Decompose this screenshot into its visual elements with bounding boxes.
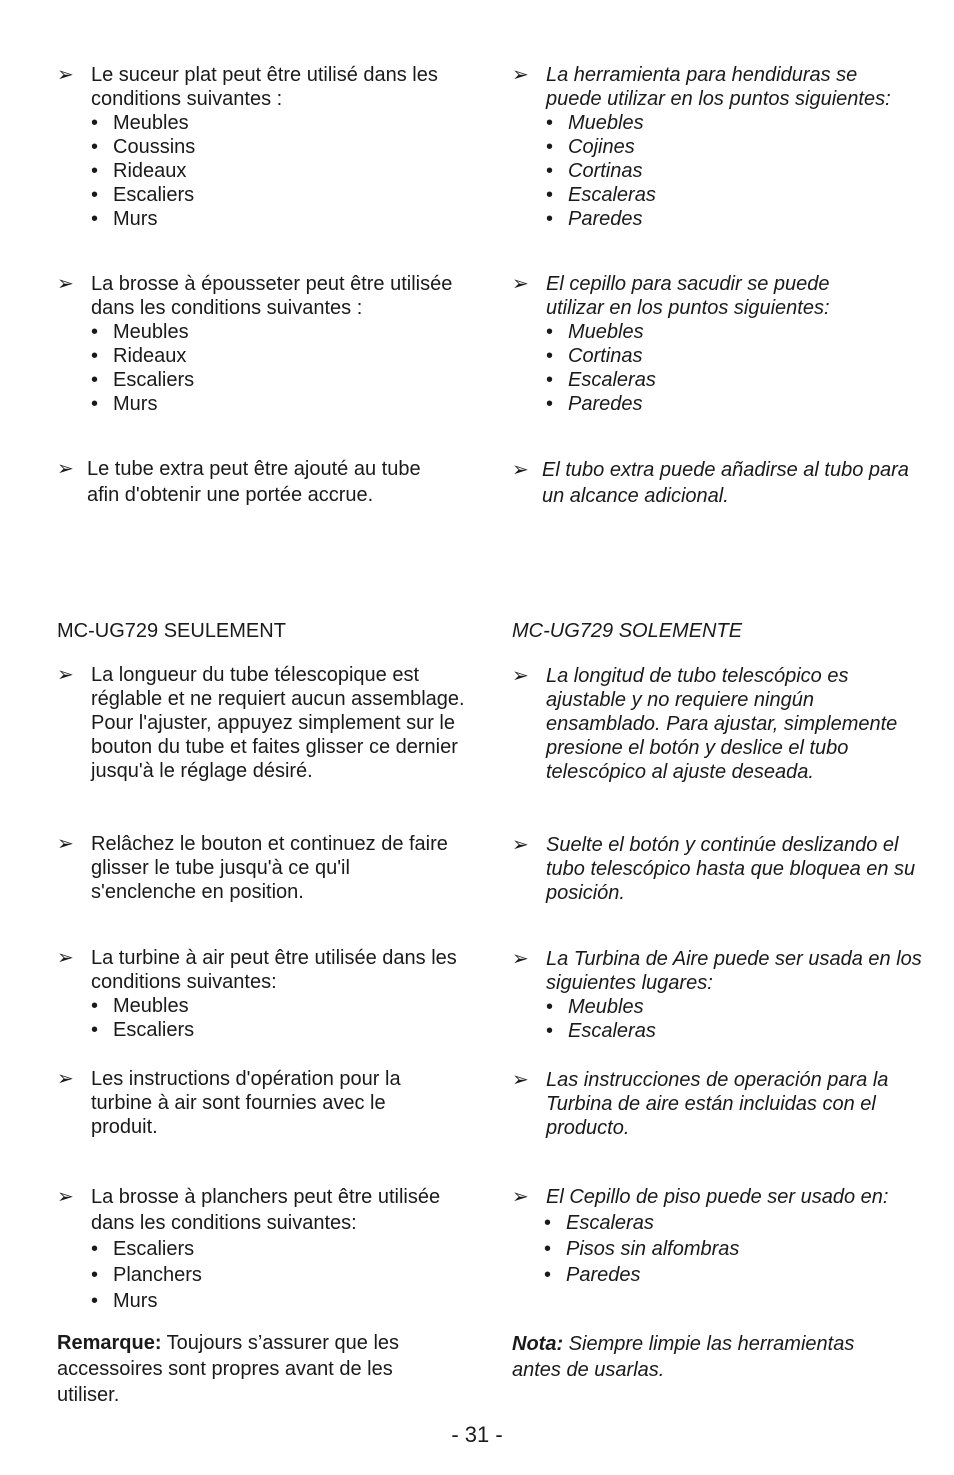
- list-item: • Escaliers: [91, 1018, 487, 1042]
- fr-flat-nozzle-text: Le suceur plat peut être utilisé dans les conditions suivantes :: [91, 64, 438, 110]
- es-air-turbine-list: [512, 995, 932, 1043]
- fr-flat-nozzle-list: [57, 111, 487, 231]
- fr-dusting-brush-item: [57, 272, 487, 320]
- list-item: • Paredes: [546, 392, 872, 416]
- es-release-section: [512, 833, 922, 905]
- arrow-icon: ➢: [512, 948, 529, 970]
- list-item: • Muebles: [546, 320, 872, 344]
- fr-flat-nozzle-item: [57, 63, 487, 111]
- list-item: • Escaleras: [546, 368, 872, 392]
- fr-dusting-brush-text: La brosse à épousseter peut être utilisée dans les conditions suivantes :: [91, 273, 453, 319]
- es-dusting-brush-list: [512, 320, 872, 416]
- list-item: • Murs: [91, 207, 487, 231]
- list-item: • Murs: [91, 392, 487, 416]
- fr-telescopic-section: [57, 663, 467, 783]
- list-item: • Cojines: [546, 135, 892, 159]
- es-crevice-tool-list: [512, 111, 892, 231]
- fr-extra-tube-item: [57, 456, 457, 508]
- fr-telescopic-item: [57, 663, 467, 783]
- fr-turbine-instructions-item: [57, 1067, 457, 1139]
- list-item: • Paredes: [546, 207, 892, 231]
- fr-dusting-brush-section: [57, 272, 487, 416]
- fr-release-item: [57, 832, 457, 904]
- arrow-icon: ➢: [512, 1186, 529, 1208]
- fr-note-text: Toujours s’assurer que les accessoires sont propres avant de les utiliser.: [57, 1332, 400, 1406]
- es-turbine-instructions-text: Las instrucciones de operación para la Turbina de aire están incluidas con el producto.: [546, 1069, 889, 1139]
- list-item: • Meubles: [91, 320, 487, 344]
- fr-floor-brush-text: La brosse à planchers peut être utilisée dans les conditions suivantes:: [91, 1186, 441, 1234]
- es-floor-brush-section: [512, 1184, 932, 1288]
- es-dusting-brush-item: [512, 272, 872, 320]
- es-release-text: Suelte el botón y continúe deslizando el tubo telescópico hasta que bloquea en su posición.: [546, 834, 916, 904]
- arrow-icon: ➢: [57, 833, 74, 855]
- page-number: - 31 -: [451, 1422, 503, 1447]
- es-floor-brush-text: El Cepillo de piso puede ser usado en:: [546, 1186, 889, 1208]
- arrow-icon: ➢: [512, 273, 529, 295]
- list-item: • Murs: [91, 1288, 467, 1314]
- es-telescopic-item: [512, 664, 912, 784]
- arrow-icon: ➢: [512, 665, 529, 687]
- arrow-icon: ➢: [57, 458, 74, 480]
- arrow-icon: ➢: [57, 1186, 74, 1208]
- fr-floor-brush-list: [57, 1236, 467, 1314]
- fr-note-label: Remarque:: [57, 1332, 162, 1354]
- fr-floor-brush-section: [57, 1184, 467, 1314]
- arrow-icon: ➢: [57, 1068, 74, 1090]
- es-release-item: [512, 833, 922, 905]
- list-item: • Cortinas: [546, 159, 892, 183]
- fr-flat-nozzle-section: [57, 63, 487, 231]
- es-extra-tube-item: [512, 457, 932, 509]
- fr-air-turbine-section: [57, 946, 487, 1042]
- es-telescopic-text: La longitud de tubo telescópico es ajustable y no requiere ningún ensamblado. Para ajustar, simplemente presione el botón y deslice el tubo telescópico al ajuste deseada.: [546, 665, 898, 783]
- list-item: • Escaleras: [544, 1210, 932, 1236]
- arrow-icon: ➢: [57, 947, 74, 969]
- list-item: • Escaliers: [91, 1236, 467, 1262]
- fr-dusting-brush-list: [57, 320, 487, 416]
- es-extra-tube-text: El tubo extra puede añadirse al tubo para un alcance adicional.: [542, 459, 909, 507]
- fr-turbine-instructions-text: Les instructions d'opération pour la turbine à air sont fournies avec le produit.: [91, 1068, 401, 1138]
- es-crevice-tool-text: La herramienta para hendiduras se puede utilizar en los puntos siguientes:: [546, 64, 891, 110]
- es-crevice-tool-section: [512, 63, 892, 231]
- es-dusting-brush-section: [512, 272, 872, 416]
- list-item: • Rideaux: [91, 159, 487, 183]
- fr-extra-tube-section: [57, 456, 457, 508]
- fr-turbine-instructions-section: [57, 1067, 457, 1139]
- es-crevice-tool-item: [512, 63, 892, 111]
- fr-note: [57, 1330, 442, 1408]
- fr-telescopic-text: La longueur du tube télescopique est réglable et ne requiert aucun assemblage. Pour l'ajuster, appuyez simplement sur le bouton du tube et faites glisser ce dernier jusqu'à le réglage désiré.: [91, 664, 465, 782]
- es-floor-brush-list: [512, 1210, 932, 1288]
- fr-floor-brush-item: [57, 1184, 467, 1236]
- fr-air-turbine-item: [57, 946, 487, 994]
- list-item: • Meubles: [546, 995, 932, 1019]
- list-item: • Paredes: [544, 1262, 932, 1288]
- fr-release-section: [57, 832, 457, 904]
- es-turbine-instructions-item: [512, 1068, 932, 1140]
- list-item: • Meubles: [91, 994, 487, 1018]
- list-item: • Escaleras: [546, 183, 892, 207]
- es-dusting-brush-text: El cepillo para sacudir se puede utilizar en los puntos siguientes:: [546, 273, 830, 319]
- fr-model-heading: MC-UG729 SEULEMENT: [57, 620, 286, 642]
- arrow-icon: ➢: [57, 273, 74, 295]
- fr-extra-tube-text: Le tube extra peut être ajouté au tube afin d'obtenir une portée accrue.: [87, 458, 421, 506]
- list-item: • Planchers: [91, 1262, 467, 1288]
- fr-release-text: Relâchez le bouton et continuez de faire glisser le tube jusqu'à ce qu'il s'enclenche en position.: [91, 833, 448, 903]
- list-item: • Pisos sin alfombras: [544, 1236, 932, 1262]
- es-turbine-instructions-section: [512, 1068, 932, 1140]
- es-telescopic-section: [512, 664, 912, 784]
- es-note-text: Siempre limpie las herramientas antes de usarlas.: [512, 1333, 855, 1381]
- list-item: • Coussins: [91, 135, 487, 159]
- es-air-turbine-section: [512, 947, 932, 1043]
- list-item: • Muebles: [546, 111, 892, 135]
- list-item: • Escaleras: [546, 1019, 932, 1043]
- es-floor-brush-item: [512, 1184, 932, 1210]
- es-model-heading: MC-UG729 SOLEMENTE: [512, 620, 743, 642]
- es-air-turbine-text: La Turbina de Aire puede ser usada en los siguientes lugares:: [546, 948, 922, 994]
- list-item: • Rideaux: [91, 344, 487, 368]
- es-extra-tube-section: [512, 457, 932, 509]
- es-note-label: Nota:: [512, 1333, 564, 1355]
- arrow-icon: ➢: [512, 1069, 529, 1091]
- arrow-icon: ➢: [57, 664, 74, 686]
- fr-air-turbine-list: [57, 994, 487, 1042]
- list-item: • Escaliers: [91, 368, 487, 392]
- arrow-icon: ➢: [512, 834, 529, 856]
- arrow-icon: ➢: [57, 64, 74, 86]
- list-item: • Cortinas: [546, 344, 872, 368]
- list-item: • Meubles: [91, 111, 487, 135]
- es-note: [512, 1331, 902, 1383]
- list-item: • Escaliers: [91, 183, 487, 207]
- arrow-icon: ➢: [512, 64, 529, 86]
- fr-air-turbine-text: La turbine à air peut être utilisée dans les conditions suivantes:: [91, 947, 457, 993]
- es-air-turbine-item: [512, 947, 932, 995]
- arrow-icon: ➢: [512, 459, 529, 481]
